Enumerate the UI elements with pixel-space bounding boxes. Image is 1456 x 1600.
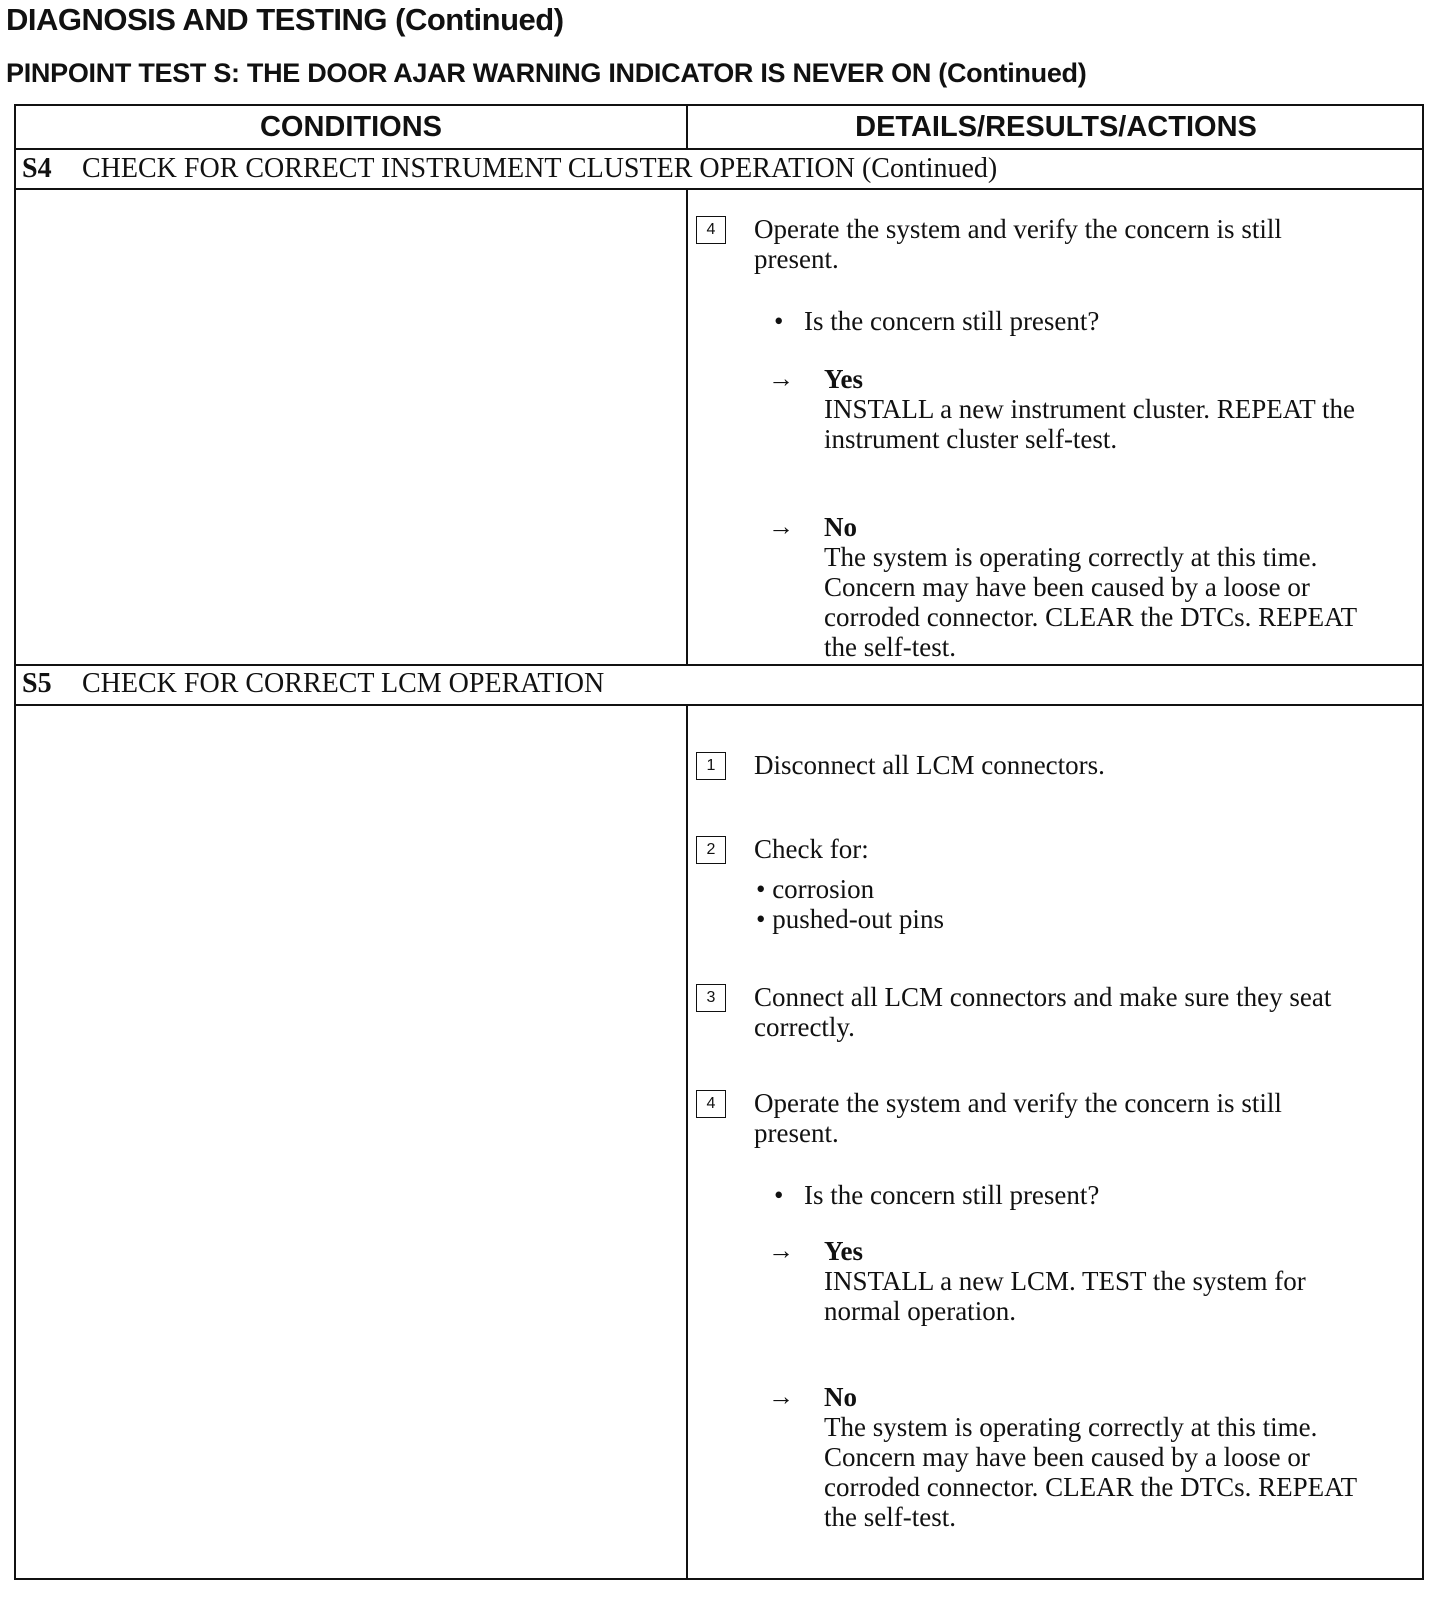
header-divider <box>686 106 688 148</box>
check-item: • corrosion <box>756 874 875 904</box>
yes-label: Yes <box>824 1236 863 1266</box>
no-text: The system is operating correctly at this time. Concern may have been caused by a loose or corroded connector. CLEAR the DTCs. REPEAT the self-test. <box>824 1412 1357 1532</box>
column-divider <box>686 704 688 1580</box>
section-id: S4 <box>22 153 52 184</box>
pinpoint-test-title: PINPOINT TEST S: THE DOOR AJAR WARNING INDICATOR IS NEVER ON (Continued) <box>6 58 1087 88</box>
check-item: • pushed-out pins <box>756 904 944 934</box>
step-text: Operate the system and verify the concern is still present. <box>754 1088 1282 1148</box>
step-number: 1 <box>696 752 726 780</box>
arrow-right-icon: → <box>768 1236 794 1265</box>
question-text: Is the concern still present? <box>804 1180 1100 1210</box>
yes-label: Yes <box>824 364 863 394</box>
step-number: 2 <box>696 836 726 864</box>
step-text: Disconnect all LCM connectors. <box>754 750 1105 780</box>
step-text: Check for: <box>754 834 869 864</box>
no-label: No <box>824 1382 857 1412</box>
page-title: DIAGNOSIS AND TESTING (Continued) <box>6 2 564 37</box>
check-item-text: corrosion <box>772 874 875 904</box>
yes-text: INSTALL a new instrument cluster. REPEAT the instrument cluster self-test. <box>824 394 1356 454</box>
step-text: Connect all LCM connectors and make sure they seat correctly. <box>754 982 1332 1042</box>
check-item-text: pushed-out pins <box>772 904 944 934</box>
section-title: CHECK FOR CORRECT INSTRUMENT CLUSTER OPERATION (Continued) <box>82 153 998 184</box>
column-divider <box>686 188 688 664</box>
step-number: 4 <box>696 216 726 244</box>
details-column-header: DETAILS/RESULTS/ACTIONS <box>855 111 1257 143</box>
step-number: 4 <box>696 1090 726 1118</box>
yes-response <box>824 1236 1324 1326</box>
arrow-right-icon: → <box>768 1382 794 1411</box>
pinpoint-test-table <box>14 104 1424 1580</box>
section-id: S5 <box>22 668 52 699</box>
step-text: Operate the system and verify the concern is still present. <box>754 214 1282 274</box>
question-text: Is the concern still present? <box>804 306 1100 336</box>
bullet-icon: • <box>774 1180 784 1210</box>
row-divider <box>16 188 1422 190</box>
section-title: CHECK FOR CORRECT LCM OPERATION <box>82 668 605 699</box>
arrow-right-icon: → <box>768 364 794 393</box>
no-response <box>824 512 1384 662</box>
yes-response <box>824 364 1384 454</box>
yes-text: INSTALL a new LCM. TEST the system for normal operation. <box>824 1266 1306 1326</box>
step-number: 3 <box>696 984 726 1012</box>
no-label: No <box>824 512 857 542</box>
arrow-right-icon: → <box>768 512 794 541</box>
no-text: The system is operating correctly at this time. Concern may have been caused by a loose or corroded connector. CLEAR the DTCs. REPEAT the self-test. <box>824 542 1357 662</box>
section-header-s4 <box>22 149 997 189</box>
row-divider <box>16 704 1422 706</box>
conditions-column-header: CONDITIONS <box>259 111 443 143</box>
bullet-icon: • <box>774 306 784 336</box>
no-response <box>824 1382 1384 1532</box>
section-header-s5 <box>22 664 604 704</box>
